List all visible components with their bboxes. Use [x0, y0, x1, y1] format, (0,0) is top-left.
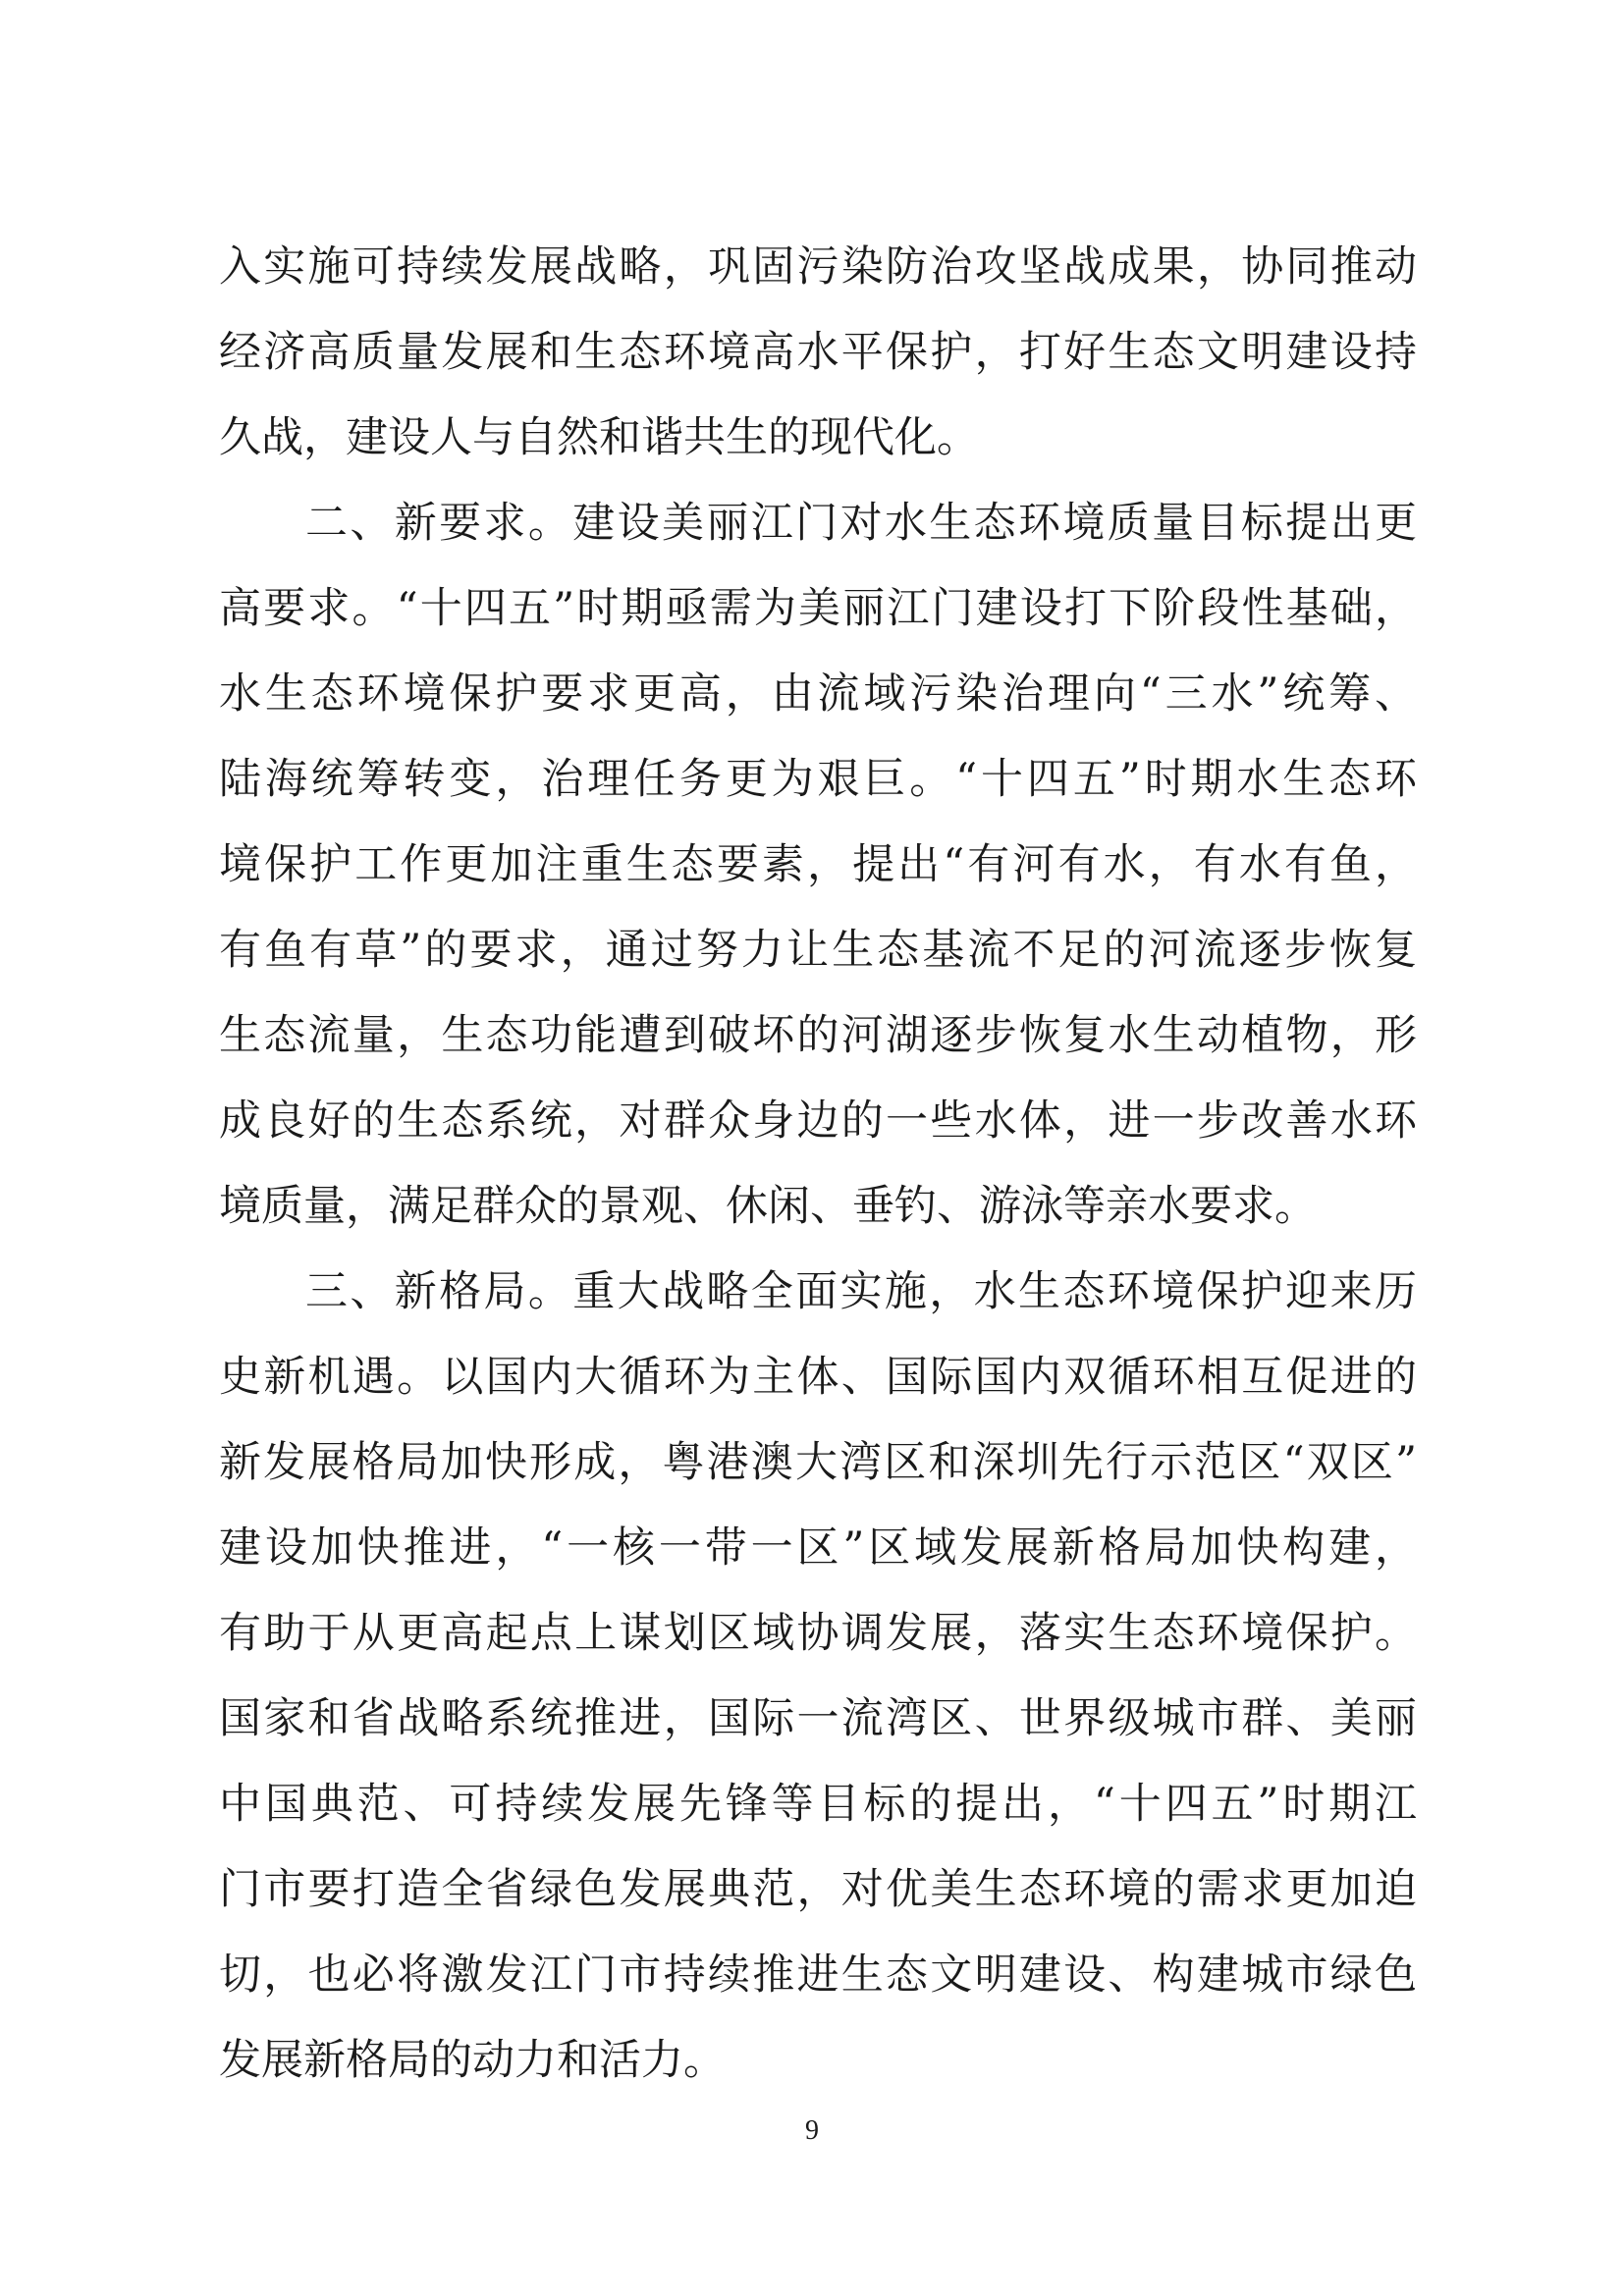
paragraph-1-line-2: 经济高质量发展和生态环境高水平保护，打好生态文明建设持: [219, 328, 1417, 377]
paragraph-3-line-3: 新发展格局加快形成，粤港澳大湾区和深圳先行示范区“双区”: [219, 1438, 1417, 1487]
paragraph-3-line-10: 发展新格局的动力和活力。: [219, 2036, 726, 2085]
paragraph-3-line-2: 史新机遇。以国内大循环为主体、国际国内双循环相互促进的: [219, 1353, 1417, 1402]
paragraph-2-line-4: 陆海统筹转变，治理任务更为艰巨。“十四五”时期水生态环: [219, 755, 1417, 804]
page-number: 9: [805, 2115, 819, 2146]
paragraph-2-line-5: 境保护工作更加注重生态要素，提出“有河有水，有水有鱼，: [219, 840, 1417, 889]
paragraph-3-line-1: 三、新格局。重大战略全面实施，水生态环境保护迎来历: [305, 1267, 1417, 1316]
paragraph-1-line-3: 久战，建设人与自然和谐共生的现代化。: [219, 413, 979, 462]
paragraph-1-line-1: 入实施可持续发展战略，巩固污染防治攻坚战成果，协同推动: [219, 242, 1417, 292]
paragraph-3-line-5: 有助于从更高起点上谋划区域协调发展，落实生态环境保护。: [219, 1609, 1417, 1658]
paragraph-2-line-2: 高要求。“十四五”时期亟需为美丽江门建设打下阶段性基础，: [219, 584, 1417, 633]
paragraph-3-line-8: 门市要打造全省绿色发展典范，对优美生态环境的需求更加迫: [219, 1865, 1417, 1914]
paragraph-2-line-3: 水生态环境保护要求更高，由流域污染治理向“三水”统筹、: [219, 669, 1417, 719]
paragraph-3-line-7: 中国典范、可持续发展先锋等目标的提出，“十四五”时期江: [219, 1780, 1417, 1829]
paragraph-3-line-6: 国家和省战略系统推进，国际一流湾区、世界级城市群、美丽: [219, 1694, 1417, 1743]
paragraph-3-line-9: 切，也必将激发江门市持续推进生态文明建设、构建城市绿色: [219, 1950, 1417, 2000]
paragraph-2-line-9: 境质量，满足群众的景观、休闲、垂钓、游泳等亲水要求。: [219, 1182, 1317, 1231]
paragraph-2-line-1: 二、新要求。建设美丽江门对水生态环境质量目标提出更: [305, 499, 1417, 548]
paragraph-2-line-6: 有鱼有草”的要求，通过努力让生态基流不足的河流逐步恢复: [219, 926, 1417, 975]
paragraph-3-line-4: 建设加快推进，“一核一带一区”区域发展新格局加快构建，: [219, 1523, 1417, 1573]
paragraph-2-line-7: 生态流量，生态功能遭到破坏的河湖逐步恢复水生动植物，形: [219, 1011, 1417, 1060]
paragraph-2-line-8: 成良好的生态系统，对群众身边的一些水体，进一步改善水环: [219, 1096, 1417, 1146]
